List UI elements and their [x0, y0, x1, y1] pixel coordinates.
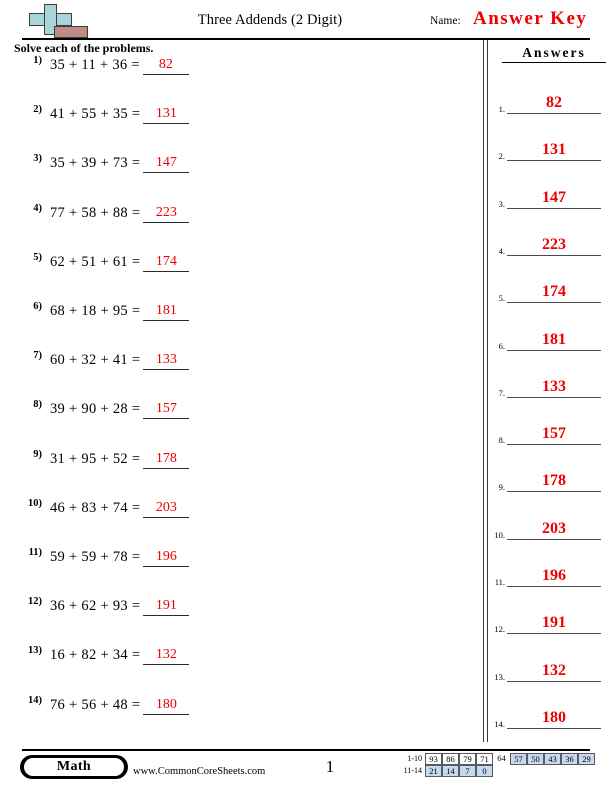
problem-number: 6)	[33, 301, 42, 312]
worksheet-header	[0, 0, 612, 40]
score-grid-row	[396, 765, 595, 777]
problem-number: 4)	[33, 202, 42, 214]
answer-row-value[interactable]: 147	[507, 188, 601, 209]
problem-row	[16, 154, 189, 178]
problem-number: 2)	[33, 104, 42, 116]
answer-row-value[interactable]: 196	[507, 566, 601, 587]
answer-row-value[interactable]: 132	[507, 661, 601, 682]
problem-number: 12)	[28, 596, 42, 608]
logo-red-bar	[54, 26, 88, 38]
problem-expression: 62 + 51 + 61 =	[50, 253, 141, 270]
problem-answer-blank[interactable]: 82	[143, 57, 189, 75]
problem-row	[16, 597, 189, 621]
answer-row	[490, 321, 608, 351]
score-grid-cell: 43	[544, 753, 561, 765]
problem-expression: 36 + 62 + 93 =	[50, 598, 141, 615]
answer-row-number: 7.	[498, 387, 505, 398]
problem-answer-blank[interactable]: 174	[143, 254, 189, 272]
problem-answer-blank[interactable]: 131	[143, 106, 189, 124]
problem-answer-blank[interactable]: 133	[143, 352, 189, 370]
footer-divider-rule	[22, 749, 590, 751]
problem-row	[16, 400, 189, 424]
problem-row	[16, 696, 189, 720]
problem-number: 14)	[28, 694, 42, 706]
problem-answer-blank[interactable]: 196	[143, 549, 189, 567]
answer-row-number: 12.	[494, 624, 505, 635]
problem-number: 7)	[33, 350, 42, 362]
score-grid	[396, 753, 595, 777]
problem-number: 10)	[28, 497, 42, 509]
answer-row	[490, 273, 608, 303]
answer-row-value[interactable]: 191	[507, 613, 601, 634]
answer-row-value[interactable]: 82	[507, 93, 601, 114]
problem-answer-blank[interactable]: 132	[143, 647, 189, 665]
problem-expression: 39 + 90 + 28 =	[50, 401, 141, 418]
problem-expression: 31 + 95 + 52 =	[50, 450, 141, 467]
instructions-text: Solve each of the problems.	[14, 41, 154, 55]
problem-number: 8)	[33, 399, 42, 411]
answer-row-number: 6.	[498, 340, 505, 351]
score-grid-row	[396, 753, 595, 765]
score-grid-row-label: 1-10	[407, 754, 422, 763]
score-grid-cell: 7	[459, 765, 476, 777]
problem-number: 1)	[33, 55, 42, 66]
answer-row	[490, 368, 608, 398]
problem-answer-blank[interactable]: 147	[143, 155, 189, 173]
answer-row	[490, 604, 608, 634]
problem-expression: 16 + 82 + 34 =	[50, 647, 141, 664]
answer-row-number: 13.	[494, 671, 505, 682]
divider-line-left	[483, 40, 484, 742]
problem-number: 13)	[28, 645, 42, 657]
answer-row	[490, 226, 608, 256]
name-label: Name:	[430, 15, 461, 27]
answer-row-value[interactable]: 223	[507, 235, 601, 256]
problem-row	[16, 302, 189, 326]
problem-expression: 35 + 39 + 73 =	[50, 155, 141, 172]
answer-row-number: 2.	[498, 151, 505, 162]
problem-row	[16, 105, 189, 129]
answer-row-number: 5.	[498, 293, 505, 304]
problem-row	[16, 351, 189, 375]
answer-row-number: 10.	[494, 529, 505, 540]
problem-answer-blank[interactable]: 178	[143, 451, 189, 469]
score-grid-cell: 14	[442, 765, 459, 777]
score-grid-cell: 57	[510, 753, 527, 765]
answer-row-value[interactable]: 133	[507, 377, 601, 398]
problem-answer-blank[interactable]: 157	[143, 401, 189, 419]
answer-row-value[interactable]: 178	[507, 471, 601, 492]
answer-row-value[interactable]: 180	[507, 708, 601, 729]
answer-row	[490, 84, 608, 114]
problem-number: 9)	[33, 448, 42, 460]
score-grid-cell: 29	[578, 753, 595, 765]
answer-row-number: 3.	[498, 198, 505, 209]
answer-row	[490, 652, 608, 682]
answers-heading: Answers	[502, 45, 606, 63]
problem-expression: 41 + 55 + 35 =	[50, 106, 141, 123]
answer-row	[490, 179, 608, 209]
answer-row-value[interactable]: 181	[507, 330, 601, 351]
score-grid-row-label: 11-14	[403, 766, 422, 775]
score-grid-cell: 21	[425, 765, 442, 777]
problem-answer-blank[interactable]: 181	[143, 303, 189, 321]
problem-expression: 60 + 32 + 41 =	[50, 352, 141, 369]
subject-badge-label: Math	[24, 758, 124, 776]
problem-row	[16, 548, 189, 572]
problem-expression: 76 + 56 + 48 =	[50, 696, 141, 713]
score-grid-cell: 86	[442, 753, 459, 765]
problem-answer-blank[interactable]: 191	[143, 598, 189, 616]
problem-answer-blank[interactable]: 203	[143, 500, 189, 518]
answer-row	[490, 462, 608, 492]
score-grid-cell: 71	[476, 753, 493, 765]
problem-row	[16, 450, 189, 474]
answer-row	[490, 699, 608, 729]
problem-number: 5)	[33, 251, 42, 263]
answer-key-stamp: Answer Key	[473, 8, 588, 29]
page-title: Three Addends (2 Digit)	[197, 12, 343, 28]
answer-row-number: 8.	[498, 435, 505, 446]
answer-row	[490, 415, 608, 445]
logo-plus-center	[46, 15, 56, 25]
answer-row-value[interactable]: 157	[507, 424, 601, 445]
answer-row-number: 14.	[494, 718, 505, 729]
score-grid-cell: 36	[561, 753, 578, 765]
answer-row	[490, 510, 608, 540]
score-grid-cell: 0	[476, 765, 493, 777]
answer-row-number: 4.	[498, 245, 505, 256]
problem-answer-blank[interactable]: 223	[143, 205, 189, 223]
problem-row	[16, 56, 189, 80]
score-grid-cell: 93	[425, 753, 442, 765]
answer-row	[490, 557, 608, 587]
header-divider-rule	[22, 38, 590, 40]
answer-row-number: 1.	[498, 104, 505, 114]
problem-expression: 46 + 83 + 74 =	[50, 499, 141, 516]
answer-row	[490, 131, 608, 161]
score-grid-cell: 64	[493, 753, 510, 765]
problem-row	[16, 646, 189, 670]
answer-row-number: 9.	[498, 482, 505, 493]
page-number: 1	[325, 757, 335, 776]
answer-row-value[interactable]: 174	[507, 282, 601, 303]
problem-expression: 59 + 59 + 78 =	[50, 549, 141, 565]
problem-answer-blank[interactable]: 180	[143, 697, 189, 715]
site-url: www.CommonCoreSheets.com	[133, 766, 266, 777]
problem-expression: 77 + 58 + 88 =	[50, 204, 141, 221]
problem-number: 3)	[33, 153, 42, 165]
score-grid-cell: 50	[527, 753, 544, 765]
problem-row	[16, 499, 189, 523]
answer-row-value[interactable]: 203	[507, 519, 601, 540]
problem-expression: 68 + 18 + 95 =	[50, 303, 141, 319]
answer-row-value[interactable]: 131	[507, 140, 601, 161]
answer-row-number: 11.	[494, 577, 505, 587]
problem-row	[16, 204, 189, 228]
score-grid-cell: 79	[459, 753, 476, 765]
column-divider	[483, 40, 488, 742]
divider-line-right	[487, 40, 488, 742]
problem-row	[16, 253, 189, 277]
problem-expression: 35 + 11 + 36 =	[50, 57, 140, 73]
math-plus-logo-icon	[26, 4, 88, 38]
problem-number: 11)	[28, 547, 42, 558]
subject-badge	[20, 755, 128, 779]
